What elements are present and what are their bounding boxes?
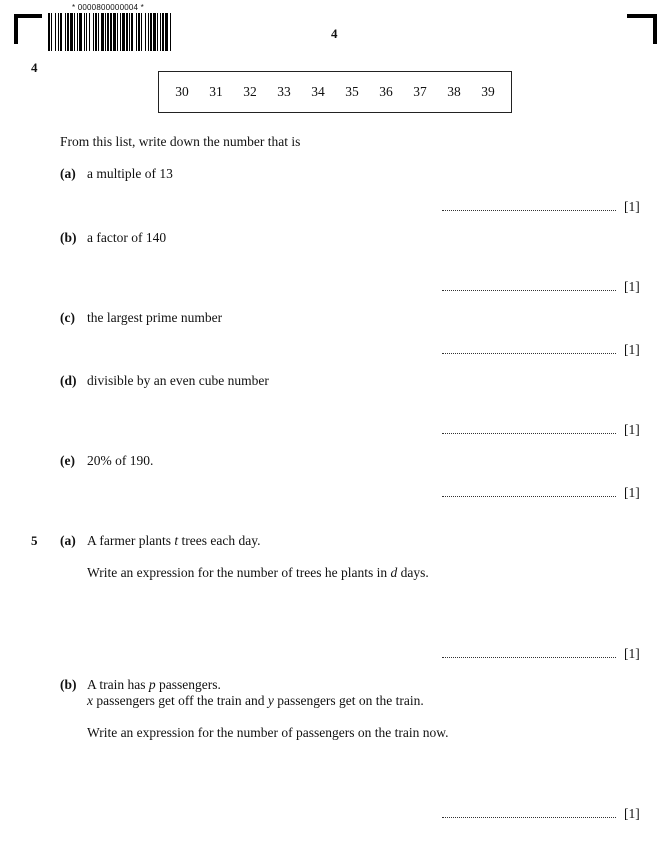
marks-label: [1] bbox=[624, 806, 640, 821]
question-intro: From this list, write down the number that is bbox=[60, 134, 301, 149]
part-text: a factor of 140 bbox=[87, 230, 167, 245]
answer-line[interactable] bbox=[442, 433, 616, 434]
variable-t: t bbox=[174, 533, 179, 548]
part-text: a multiple of 13 bbox=[87, 166, 173, 181]
list-number: 34 bbox=[311, 84, 325, 99]
part-instruction: Write an expression for the number of passengers on the train now. bbox=[87, 725, 449, 740]
part-text: A farmer plants t trees each day. bbox=[87, 533, 261, 548]
list-number: 32 bbox=[243, 84, 257, 99]
registration-mark-top-right bbox=[653, 14, 657, 44]
variable-d: d bbox=[390, 565, 398, 580]
part-label: (d) bbox=[60, 373, 77, 388]
marks-label: [1] bbox=[624, 342, 640, 357]
marks-label: [1] bbox=[624, 646, 640, 661]
answer-line[interactable] bbox=[442, 817, 616, 818]
part-text: A train has p passengers. bbox=[87, 677, 221, 692]
part-label: (a) bbox=[60, 166, 76, 181]
list-number: 37 bbox=[413, 84, 427, 99]
answer-line[interactable] bbox=[442, 353, 616, 354]
part-text: x passengers get off the train and y passengers get on the train. bbox=[87, 693, 424, 708]
part-instruction: Write an expression for the number of trees he plants in d days. bbox=[87, 565, 429, 580]
list-number: 39 bbox=[481, 84, 495, 99]
marks-label: [1] bbox=[624, 422, 640, 437]
variable-y: y bbox=[267, 693, 274, 708]
barcode-number: * 0000800000004 * bbox=[72, 3, 144, 12]
list-number: 33 bbox=[277, 84, 291, 99]
list-number: 31 bbox=[209, 84, 223, 99]
answer-line[interactable] bbox=[442, 290, 616, 291]
number-list-box bbox=[158, 71, 512, 113]
registration-mark-top-left bbox=[14, 14, 18, 44]
part-label: (c) bbox=[60, 310, 75, 325]
marks-label: [1] bbox=[624, 279, 640, 294]
part-text: 20% of 190. bbox=[87, 453, 154, 468]
page-number: 4 bbox=[331, 26, 338, 41]
answer-line[interactable] bbox=[442, 210, 616, 211]
registration-mark-top-left bbox=[14, 14, 42, 18]
part-label: (a) bbox=[60, 533, 76, 548]
variable-x: x bbox=[87, 693, 93, 708]
part-text: the largest prime number bbox=[87, 310, 223, 325]
question-number: 5 bbox=[31, 533, 38, 548]
list-number: 38 bbox=[447, 84, 461, 99]
list-number: 30 bbox=[175, 84, 189, 99]
answer-line[interactable] bbox=[442, 496, 616, 497]
question-number: 4 bbox=[31, 60, 38, 75]
marks-label: [1] bbox=[624, 199, 640, 214]
list-number: 36 bbox=[379, 84, 393, 99]
list-number: 35 bbox=[345, 84, 359, 99]
barcode-icon bbox=[48, 13, 273, 51]
part-label: (e) bbox=[60, 453, 75, 468]
marks-label: [1] bbox=[624, 485, 640, 500]
part-label: (b) bbox=[60, 230, 77, 245]
variable-p: p bbox=[148, 677, 156, 692]
part-label: (b) bbox=[60, 677, 77, 692]
part-text: divisible by an even cube number bbox=[87, 373, 269, 388]
answer-line[interactable] bbox=[442, 657, 616, 658]
